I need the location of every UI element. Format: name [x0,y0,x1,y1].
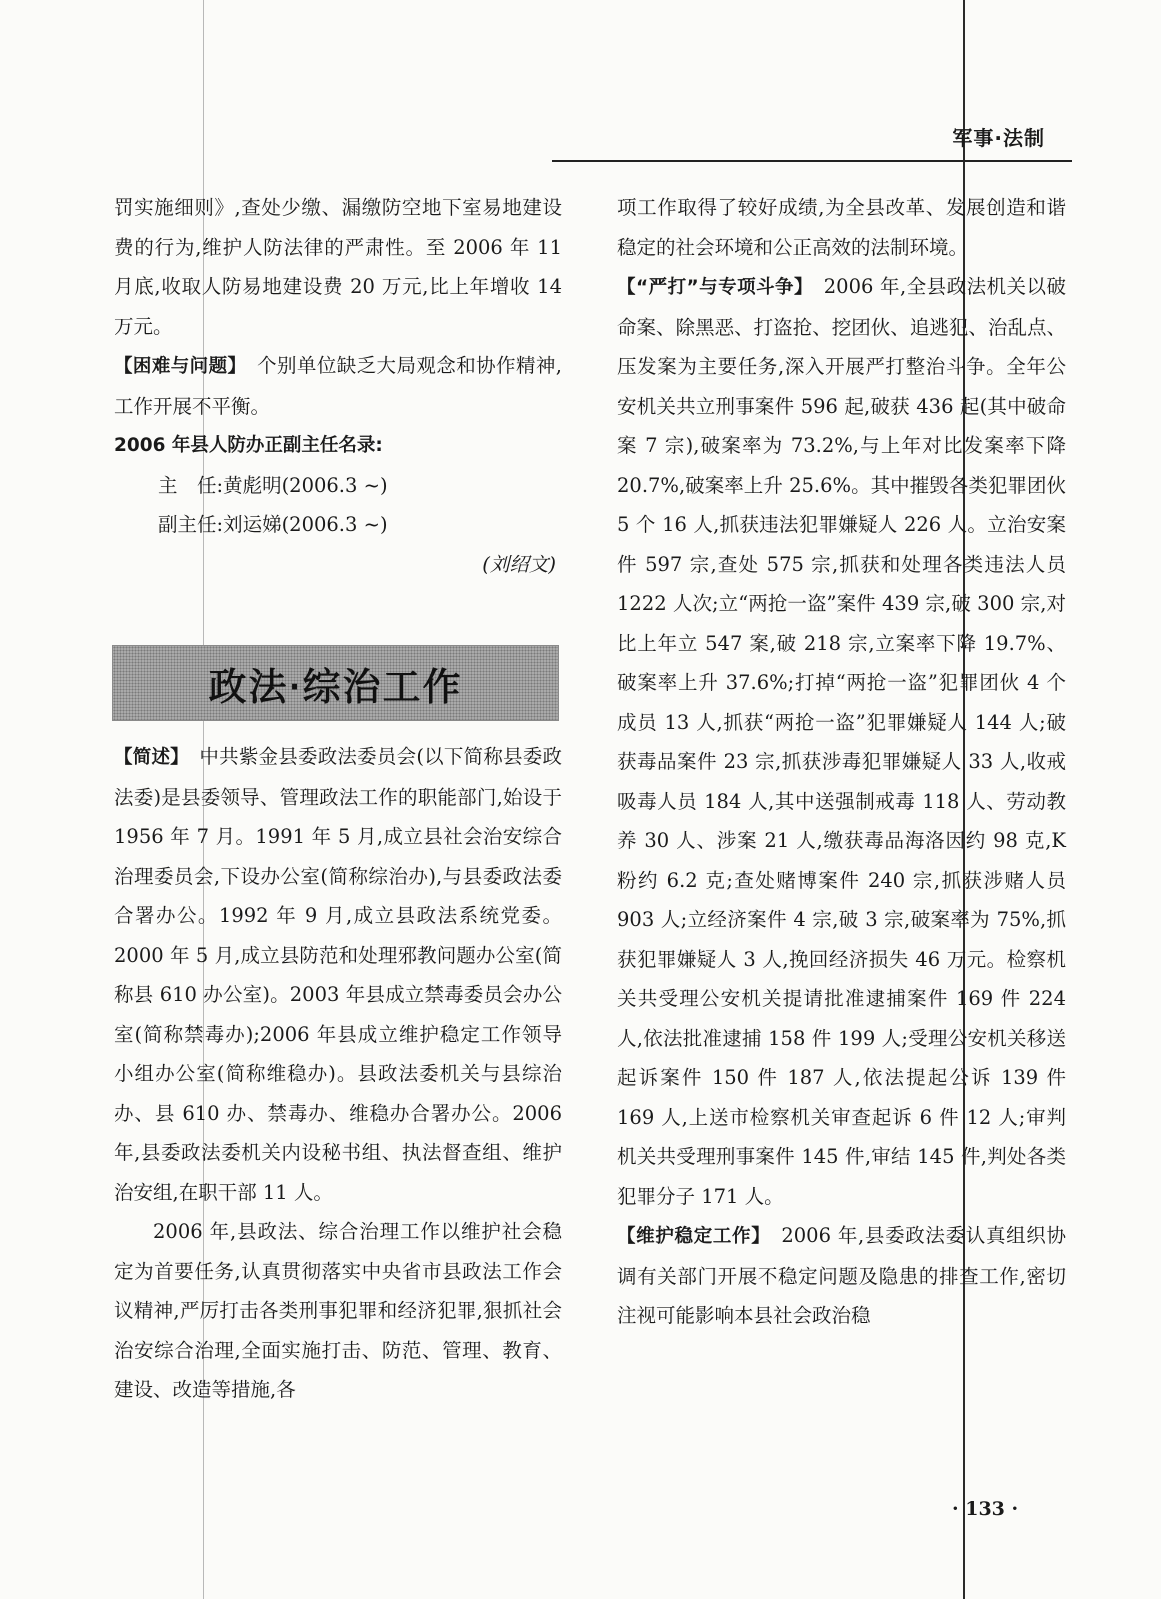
roster-deputy: 副主任:刘运娣(2006.3 ~) [158,513,388,536]
summary-paragraph: 2006 年,县政法、综合治理工作以维护社会稳定为首要任务,认真贯彻落实中央省市县政法工作会议精神,严厉打击各类刑事犯罪和经济犯罪,狠抓社会治安综合治理,全面实施打击、防范、管理、教育、建设、改造等措施,各 [114,1220,562,1401]
difficulty-heading: 【困难与问题】 [114,356,238,377]
author-credit: (刘绍文) [482,552,556,576]
roster-director: 主 任:黄彪明(2006.3 ~) [158,473,388,497]
header-rule [552,160,1072,162]
overview-paragraph [114,737,562,1212]
page-number: · 133 · [952,1498,1019,1520]
strike-heading: 【“严打”与专项斗争】 [617,277,804,298]
paragraph-continued: 罚实施细则》,查处少缴、漏缴防空地下室易地建设费的行为,维护人防法律的严肃性。至 2006 年 11 月底,收取人防易地建设费 20 万元,比上年增收 14 万元。 [114,196,562,338]
stability-paragraph [617,1216,1066,1336]
stability-text: 2006 年,县委政法委认真组织协调有关部门开展不稳定问题及隐患的排查工作,密切注视可能影响本县社会政治稳 [617,1224,1066,1327]
summary-continued: 项工作取得了较好成绩,为全县改革、发展创造和谐稳定的社会环境和公正高效的法制环境。 [617,196,1066,259]
strike-paragraph [617,267,1066,1216]
left-column-top [114,188,562,584]
roster-title: 2006 年县人防办正副主任名录: [114,435,383,456]
difficulty-text: 个别单位缺乏大局观念和协作精神,工作开展不平衡。 [114,354,562,418]
difficulty-paragraph [114,346,562,426]
right-column [617,188,1066,1336]
section-label: 军事·法制 [952,126,1045,150]
banner-title: 政法·综治工作 [208,664,463,709]
left-column-bottom [114,737,562,1410]
strike-text: 2006 年,全县政法机关以破命案、除黑恶、打盗抢、挖团伙、追逃犯、治乱点、压发案为主要任务,深入开展严打整治斗争。全年公安机关共立刑事案件 596 起,破获 436 起(其中破命案 7 宗),破案率为 73.2%,与上年对比发案率下降 20.7%,破案率上升 25.6%。其中摧毁各类犯罪团伙 5 个 16 人,抓获违法犯罪嫌疑人 226 人。立治安案件 597 宗,查处 575 宗,抓获和处理各类违法人员 1222 人次;立“两抢一盗”案件 439 宗,破 300 宗,对比上年立 547 案,破 218 宗,立案率下降 19.7%、破案率上升 37.6%;打掉“两抢一盗”犯罪团伙 4 个成员 13 人,抓获“两抢一盗”犯罪嫌疑人 144 人;破获毒品案件 23 宗,抓获涉毒犯罪嫌疑人 33 人,收戒吸毒人员 184 人,其中送强制戒毒 118 人、劳动教养 30 人、涉案 21 人,缴获毒品海洛因约 98 克,K 粉约 6.2 克;查处赌博案件 240 宗,抓获涉赌人员 903 人;立经济案件 4 宗,破 3 宗,破案率为 75%,抓获犯罪嫌疑人 3 人,挽回经济损失 46 万元。检察机关共受理公安机关提请批准逮捕案件 169 件 224 人,依法批准逮捕 158 件 199 人;受理公安机关移送起诉案件 150 件 187 人,依法提起公诉 139 件 169 人,上送市检察机关审查起诉 6 件 12 人;审判机关共受理刑事案件 145 件,审结 145 件,判处各类犯罪分子 171 人。 [617,275,1066,1208]
overview-heading: 【简述】 [114,747,180,768]
overview-text: 中共紫金县委政法委员会(以下简称县委政法委)是县委领导、管理政法工作的职能部门,始设于 1956 年 7 月。1991 年 5 月,成立县社会治安综合治理委员会,下设办公室(简称综治办),与县委政法委合署办公。1992 年 9 月,成立县政法系统党委。2000 年 5 月,成立县防范和处理邪教问题办公室(简称县 610 办公室)。2003 年县成立禁毒委员会办公室(简称禁毒办);2006 年县成立维护稳定工作领导小组办公室(简称维稳办)。县政法委机关与县综治办、县 610 办、禁毒办、维稳办合署办公。2006 年,县委政法委机关内设秘书组、执法督查组、维护治安组,在职干部 11 人。 [114,745,562,1204]
stability-heading: 【维护稳定工作】 [617,1226,762,1247]
section-banner [112,645,559,721]
